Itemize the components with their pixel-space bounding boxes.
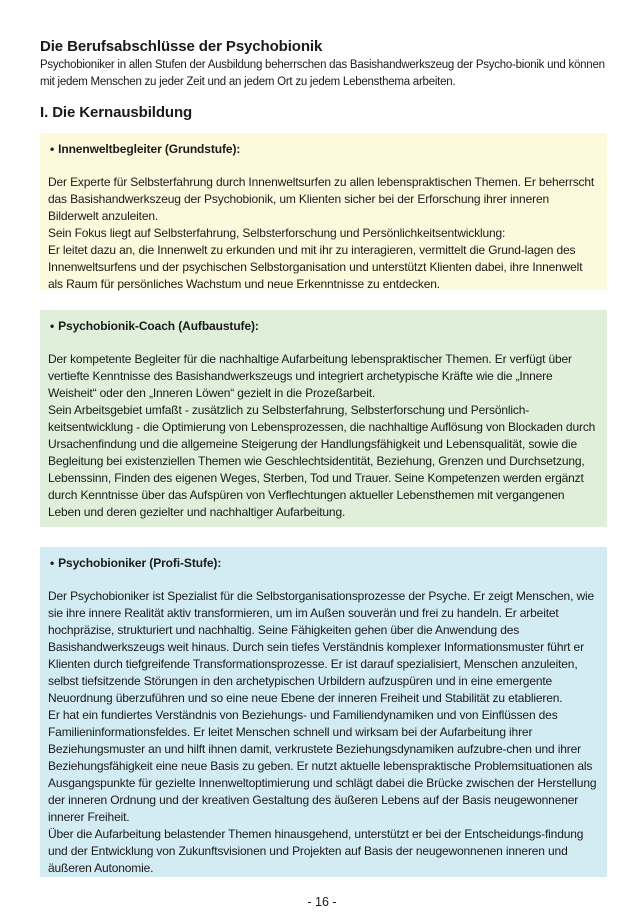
page-title: Die Berufsabschlüsse der Psychobionik (40, 38, 323, 55)
section-title: I. Die Kernausbildung (40, 104, 193, 121)
paragraph: Der Experte für Selbsterfahrung durch Innenweltsurfen zu allen lebenspraktischen Themen. Er beherrscht das Basishandwerkszeug der Psychobionik, um Klienten sicher bei der Erforschung ihrer inneren Bilderwelt anzuleiten. (48, 175, 595, 223)
level-heading (48, 555, 599, 572)
page-number: - 16 - (307, 895, 337, 909)
intro-paragraph: Psychobioniker in allen Stufen der Ausbildung beherrschen das Basishandwerkszeug der Psycho-bionik und können mit jedem Menschen zu jeder Zeit und an jedem Ort zu jedem Lebensthema arbeiten. (40, 59, 605, 88)
paragraph: Sein Fokus liegt auf Selbsterfahrung, Selbsterforschung und Persönlichkeitsentwicklung: (48, 226, 506, 240)
paragraph: Er hat ein fundiertes Verständnis von Beziehungs- und Familiendynamiken und von Einflüssen des Familieninformationsfeldes. Er leitet Menschen schnell und wirksam bei der Aufarbeitung ihrer Beziehungsmuster an und hilft ihnen damit, verkrustete Beziehungsdynamiken aufzubre-chen und ihrer Beziehungsfähigkeit eine neue Basis zu geben. Er nutzt aktuelle lebenspraktische Problemsituationen als Ausgangspunkte für gezielte Innenweltoptimierung und schlägt dabei die Brücke zwischen der Herstellung der inneren Ordnung und der kreativen Gestaltung des äußeren Lebens auf der Basis neugewonnener innerer Freiheit. (48, 708, 597, 824)
bullet-icon: • (50, 142, 55, 156)
paragraph: Der kompetente Begleiter für die nachhaltige Aufarbeitung lebenspraktischer Themen. Er verfügt über vertiefte Kenntnisse des Basishandwerkszeugs und integriert archetypische Kräfte wie die „Innere Weisheit“ oder den „Inneren Löwen“ gezielt in die Prozeßarbeit. (48, 352, 572, 400)
level-box-aufbaustufe (40, 310, 607, 527)
bullet-icon: • (50, 319, 55, 333)
level-heading-text: Psychobioniker (Profi-Stufe): (58, 556, 222, 570)
paragraph: Über die Aufarbeitung belastender Themen hinausgehend, unterstützt er bei der Entscheidungs-findung und der Entwicklung von Zukunftsvisionen und Projekten auf Basis der neugewonnenen inneren und äußeren Autonomie. (48, 827, 584, 875)
level-heading-text: Innenweltbegleiter (Grundstufe): (58, 142, 241, 156)
paragraph: Er leitet dazu an, die Innenwelt zu erkunden und mit ihr zu interagieren, vermittelt die Grund-lagen des Innenweltsurfens und der psychischen Selbstorganisation und unterstützt Klienten dabei, ihre Innenwelt als Raum für persönliches Wachstum und neue Erkenntnisse zu entdecken. (48, 243, 583, 291)
paragraph: Sein Arbeitsgebiet umfaßt - zusätzlich zu Selbsterfahrung, Selbsterforschung und Persönlich-keitsentwicklung - die Optimierung von Lebensprozessen, die nachhaltige Auflösung von Blockaden durch Ursachenfindung und die allgemeine Steigerung der Handlungsfähigkeit und Lebensqualität, sowie die Begleitung bei existenziellen Themen wie Geschlechtsidentität, Beziehung, Grenzen und Durchsetzung, Lebenssinn, Finden des eigenen Weges, Sterben, Tod und Trauer. Seine Kompetenzen werden ergänzt durch Kenntnisse über das Aufspüren von Verflechtungen aktueller Lebensthemen mit vergangenen Leben und deren gezielter und nachhaltiger Aufarbeitung. (48, 403, 596, 519)
level-description (48, 351, 599, 521)
level-box-profi-stufe (40, 547, 607, 877)
paragraph: Der Psychobioniker ist Spezialist für die Selbstorganisationsprozesse der Psyche. Er zeigt Menschen, wie sie ihre innere Realität aktiv transformieren, um im Außen souverän und frei zu handeln. Er arbeitet hochpräzise, strukturiert und nachhaltig. Seine Fähigkeiten gehen über die Anwendung des Basishandwerkszeugs weit hinaus. Durch sein tiefes Verständnis komplexer Informationsmuster führt er Klienten durch tiefgreifende Transformationsprozesse. Er ist darauf spezialisiert, Menschen anzuleiten, selbst tiefsitzende Störungen in den archetypischen Urbildern aufzuspüren und in eine emergente Neuordnung überzuführen und so eine neue Ebene der inneren Freiheit und Stabilität zu etablieren. (48, 589, 594, 705)
level-box-grundstufe (40, 133, 607, 290)
level-description (48, 588, 599, 877)
level-heading (48, 141, 599, 158)
level-heading (48, 318, 599, 335)
level-heading-text: Psychobionik-Coach (Aufbaustufe): (58, 319, 259, 333)
bullet-icon: • (50, 556, 55, 570)
level-description (48, 174, 599, 293)
